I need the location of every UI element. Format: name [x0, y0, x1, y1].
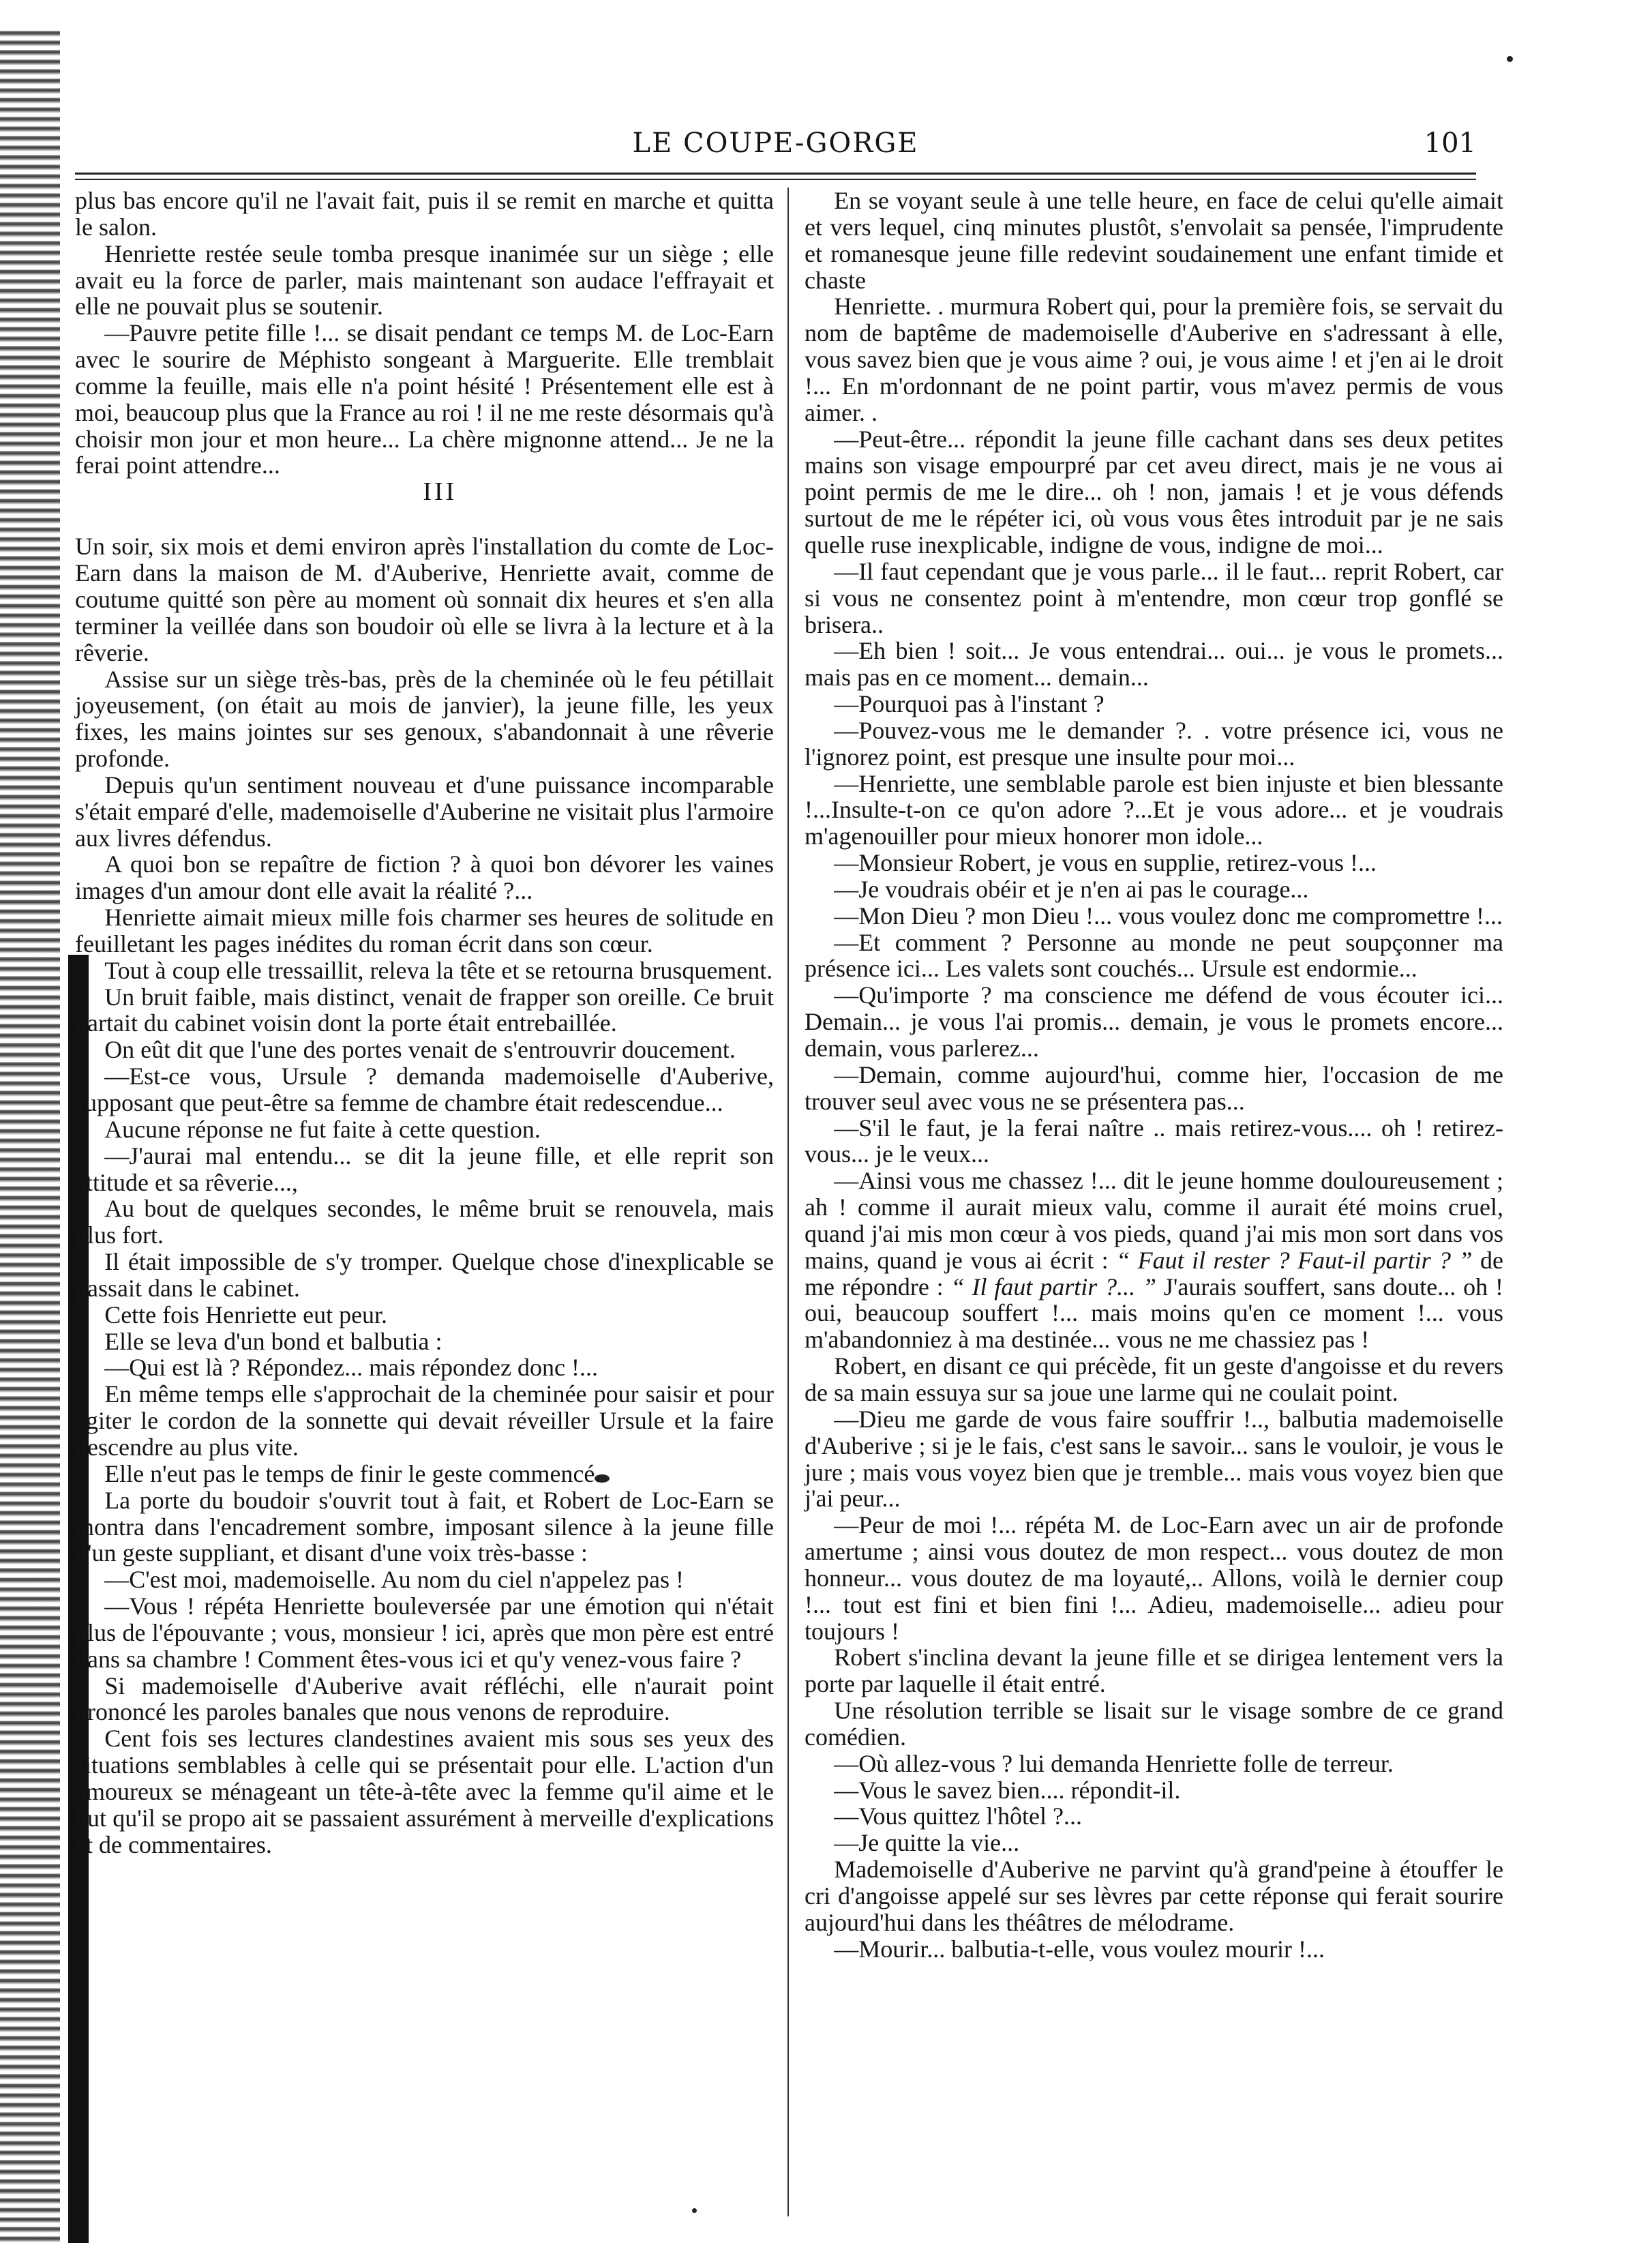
right-column — [805, 188, 1503, 1963]
header-rule-bottom — [75, 179, 1476, 180]
paragraph: Robert s'inclina devant la jeune fille et se dirigea lentement vers la porte par laquelle il était entré. — [805, 1644, 1503, 1698]
page-header — [75, 119, 1476, 167]
paragraph: En même temps elle s'approchait de la cheminée pour saisir et pour agiter le cordon de la sonnette qui devait réveiller Ursule et la faire descendre au plus vite. — [75, 1380, 774, 1461]
paragraph: Un soir, six mois et demi environ après l'installation du comte de Loc-Earn dans la maison de M. d'Auberive, Henriette avait, comme de coutume quitté son père au moment où sonnait dix heures et s'en alla terminer la veillée dans son boudoir où elle se livra à la lecture et à la rêverie. — [75, 533, 774, 666]
paragraph-text: de me répondre : — [805, 1246, 1503, 1301]
paragraph: —Mon Dieu ? mon Dieu !... vous voulez donc me compromettre !... — [834, 902, 1503, 930]
paragraph: —Pourquoi pas à l'instant ? — [834, 690, 1105, 718]
paragraph: Tout à coup elle tressaillit, releva la tête et se retourna brusquement. — [104, 956, 773, 984]
paragraph: —Henriette, une semblable parole est bien injuste et bien blessante !...Insulte-t-on ce qu'on adore ?...Et je vous adore... et je voudrais m'agenouiller pour mieux honorer mon idole... — [805, 769, 1503, 850]
paragraph: A quoi bon se repaître de fiction ? à quoi bon dévorer les vaines images d'un amour dont elle avait la réalité ?... — [75, 850, 774, 905]
column-divider — [787, 188, 789, 2216]
paragraph: —Peut-être... répondit la jeune fille cachant dans ses deux petites mains son visage empourpré par cet aveu direct, mais je ne vous ai point permis de me le dire... oh ! non, jamais ! et je vous défends surtout de me le répéter ici, où vous vous êtes introduit par je ne sais quelle ruse inexplicable, indigne de vous, indigne de moi... — [805, 425, 1503, 559]
paragraph-with-quote — [805, 1168, 1503, 1353]
ink-speck — [692, 2208, 697, 2213]
paragraph: —C'est moi, mademoiselle. Au nom du ciel n'appelez pas ! — [104, 1566, 684, 1594]
paragraph: Henriette restée seule tomba presque inanimée sur un siège ; elle avait eu la force de parler, mais maintenant son audace l'effrayait et elle ne pouvait plus se soutenir. — [75, 239, 774, 321]
section-number: III — [423, 477, 457, 507]
paragraph: Une résolution terrible se lisait sur le visage sombre de ce grand comédien. — [805, 1697, 1503, 1751]
paragraph: —Qui est là ? Répondez... mais répondez donc !... — [104, 1354, 598, 1382]
paragraph: —Je quitte la vie... — [834, 1829, 1020, 1857]
paragraph: —Il faut cependant que je vous parle... il le faut... reprit Robert, car si vous ne consentez point à m'entendre, mon cœur trop gonflé se brisera.. — [805, 557, 1503, 638]
paragraph: Assise sur un siège très-bas, près de la cheminée où le feu pétillait joyeusement, (on était au mois de janvier), la jeune fille, les yeux fixes, les mains jointes sur ses genoux, s'abandonnait à une rêverie profonde. — [75, 665, 774, 773]
left-column — [75, 188, 774, 1858]
paragraph: —Eh bien ! soit... Je vous entendrai... oui... je vous le promets... mais pas en ce moment... demain... — [805, 637, 1503, 692]
paragraph: —Est-ce vous, Ursule ? demanda mademoiselle d'Auberive, supposant que peut-être sa femme de chambre était redescendue... — [75, 1063, 774, 1116]
page-number: 101 — [1424, 128, 1476, 159]
paragraph: Aucune réponse ne fut faite à cette question. — [104, 1115, 541, 1143]
paragraph: —Vous le savez bien.... répondit-il. — [834, 1776, 1181, 1804]
paragraph: Cent fois ses lectures clandestines avaient mis sous ses yeux des situations semblables à celle qui se présentait pour elle. L'action d'un amoureux se ménageant un tête-à-tête avec la femme qu'il aime et le but qu'il se propo ait se passaient assurément à merveille d'explications et de commentaires. — [75, 1725, 774, 1858]
paragraph: Elle n'eut pas le temps de finir le geste commencé. — [104, 1459, 601, 1487]
paragraph: On eût dit que l'une des portes venait de s'entrouvrir doucement. — [104, 1036, 736, 1064]
paragraph: Au bout de quelques secondes, le même bruit se renouvela, mais plus fort. — [75, 1195, 774, 1249]
paragraph: —Pauvre petite fille !... se disait pendant ce temps M. de Loc-Earn avec le sourire de Méphisto songeant à Marguerite. Elle tremblait comme la feuille, mais elle n'a point hésité ! Présentement elle est à moi, beaucoup plus que la France au roi ! il ne me reste désormais qu'à choisir mon jour et mon heure... La chère mignonne attend... Je ne la ferai point attendre... — [75, 319, 774, 479]
paragraph: —Et comment ? Personne au monde ne peut soupçonner ma présence ici... Les valets sont couchés... Ursule est endormie... — [805, 928, 1503, 983]
paragraph: Henriette aimait mieux mille fois charmer ses heures de solitude en feuilletant les pages inédites du roman écrit dans son cœur. — [75, 904, 774, 957]
paragraph-text: —Ainsi vous me chassez !... dit le jeune homme douloureusement ; ah ! comme il aurait mieux valu, comme il aurait été moins cruel, quand j'ai mis mon cœur à vos pieds, quand j'ai mis mon sort dans vos mains, quand je vous ai écrit : — [805, 1167, 1503, 1274]
paragraph: —Peur de moi !... répéta M. de Loc-Earn avec un air de profonde amertume ; ainsi vous doutez de mon respect... vous doutez de mon honneur... vous doutez de ma loyauté,.. Allons, voilà le dernier coup !... tout est fini et bien fini !... Adieu, mademoiselle... adieu pour toujours ! — [805, 1511, 1503, 1645]
quoted-reply: “ Il faut partir ?... ” — [950, 1273, 1157, 1301]
paragraph: Un bruit faible, mais distinct, venait de frapper son oreille. Ce bruit partait du cabinet voisin dont la porte était entrebaillée. — [75, 983, 774, 1037]
paragraph: —Vous quittez l'hôtel ?... — [834, 1802, 1082, 1830]
quoted-letter: “ Faut il rester ? Faut-il partir ? ” — [1116, 1246, 1473, 1274]
paragraph: —Je voudrais obéir et je n'en ai pas le courage... — [834, 875, 1309, 903]
paragraph: La porte du boudoir s'ouvrit tout à fait, et Robert de Loc-Earn se montra dans l'encadrement sombre, imposant silence à la jeune fille d'un geste suppliant, et disant d'une voix très-basse : — [75, 1486, 774, 1567]
running-title: LE COUPE-GORGE — [632, 128, 919, 159]
binding-edge-scan-artifact — [0, 27, 60, 2243]
paragraph: —Demain, comme aujourd'hui, comme hier, l'occasion de me trouver seul avec vous ne se présentera pas... — [805, 1060, 1503, 1115]
paragraph: —J'aurai mal entendu... se dit la jeune fille, et elle reprit son attitude et sa rêverie..., — [75, 1142, 774, 1196]
paragraph: —Mourir... balbutia-t-elle, vous voulez mourir !... — [834, 1935, 1325, 1963]
paragraph: Depuis qu'un sentiment nouveau et d'une puissance incomparable s'était emparé d'elle, mademoiselle d'Auberine ne visitait plus l'armoire aux livres défendus. — [75, 771, 774, 852]
paragraph: —Vous ! répéta Henriette bouleversée par une émotion qui n'était plus de l'épouvante ; vous, monsieur ! ici, après que mon père est entré dans sa chambre ! Comment êtes-vous ici et qu'y venez-vous faire ? — [75, 1592, 774, 1673]
paragraph: Cette fois Henriette eut peur. — [104, 1301, 388, 1328]
paragraph: Si mademoiselle d'Auberive avait réfléchi, elle n'aurait point prononcé les paroles banales que nous venons de reproduire. — [75, 1672, 774, 1726]
paragraph: —S'il le faut, je la ferai naître .. mais retirez-vous.... oh ! retirez-vous... je le veux... — [805, 1114, 1503, 1168]
ink-speck — [1507, 56, 1513, 62]
paragraph: Henriette. . murmura Robert qui, pour la première fois, se servait du nom de baptême de mademoiselle d'Auberive en s'adressant à elle, vous savez bien que je vous aime ? oui, je vous aime ! et j'en ai le droit !... En m'ordonnant de ne point partir, vous m'avez permis de vous aimer. . — [805, 293, 1503, 426]
paragraph: plus bas encore qu'il ne l'avait fait, puis il se remit en marche et quitta le salon. — [75, 187, 774, 241]
paragraph: Il était impossible de s'y tromper. Quelque chose d'inexplicable se passait dans le cabinet. — [75, 1248, 774, 1302]
paragraph: En se voyant seule à une telle heure, en face de celui qu'elle aimait et vers lequel, cinq minutes plustôt, s'envolait sa pensée, l'imprudente et romanesque jeune fille redevint soudainement une enfant timide et chaste — [805, 187, 1503, 294]
paragraph: —Où allez-vous ? lui demanda Henriette folle de terreur. — [834, 1749, 1394, 1777]
paragraph: —Qu'importe ? ma conscience me défend de vous écouter ici... Demain... je vous l'ai promis... demain, je vous le promets encore... demain, vous parlerez... — [805, 981, 1503, 1062]
paragraph: —Pouvez-vous me le demander ?. . votre présence ici, vous ne l'ignorez point, est presque une insulte pour moi... — [805, 716, 1503, 771]
paragraph: Elle se leva d'un bond et balbutia : — [104, 1327, 442, 1355]
paragraph: —Dieu me garde de vous faire souffrir !.., balbutia mademoiselle d'Auberive ; si je le fais, c'est sans le savoir... sans le vouloir, je vous le jure ; mais vous voyez bien que je tremble... mais vous voyez bien que j'ai peur... — [805, 1405, 1503, 1513]
paragraph: —Monsieur Robert, je vous en supplie, retirez-vous !... — [834, 849, 1377, 877]
paragraph: Mademoiselle d'Auberive ne parvint qu'à grand'peine à étouffer le cri d'angoisse appelé sur ses lèvres par cette réponse qui ferait sourire aujourd'hui dans les théâtres de mélodrame. — [805, 1856, 1503, 1936]
paragraph: Robert, en disant ce qui précède, fit un geste d'angoisse et du revers de sa main essuya sur sa joue une larme qui ne coulait point. — [805, 1352, 1503, 1406]
paragraph-text: J'aurais souffert, sans doute... oh ! oui, beaucoup souffert !... mais moins qu'en ce moment !... vous m'abandonniez à ma destinée... vous ne me chassiez pas ! — [805, 1273, 1504, 1354]
header-rule-top — [75, 173, 1476, 175]
